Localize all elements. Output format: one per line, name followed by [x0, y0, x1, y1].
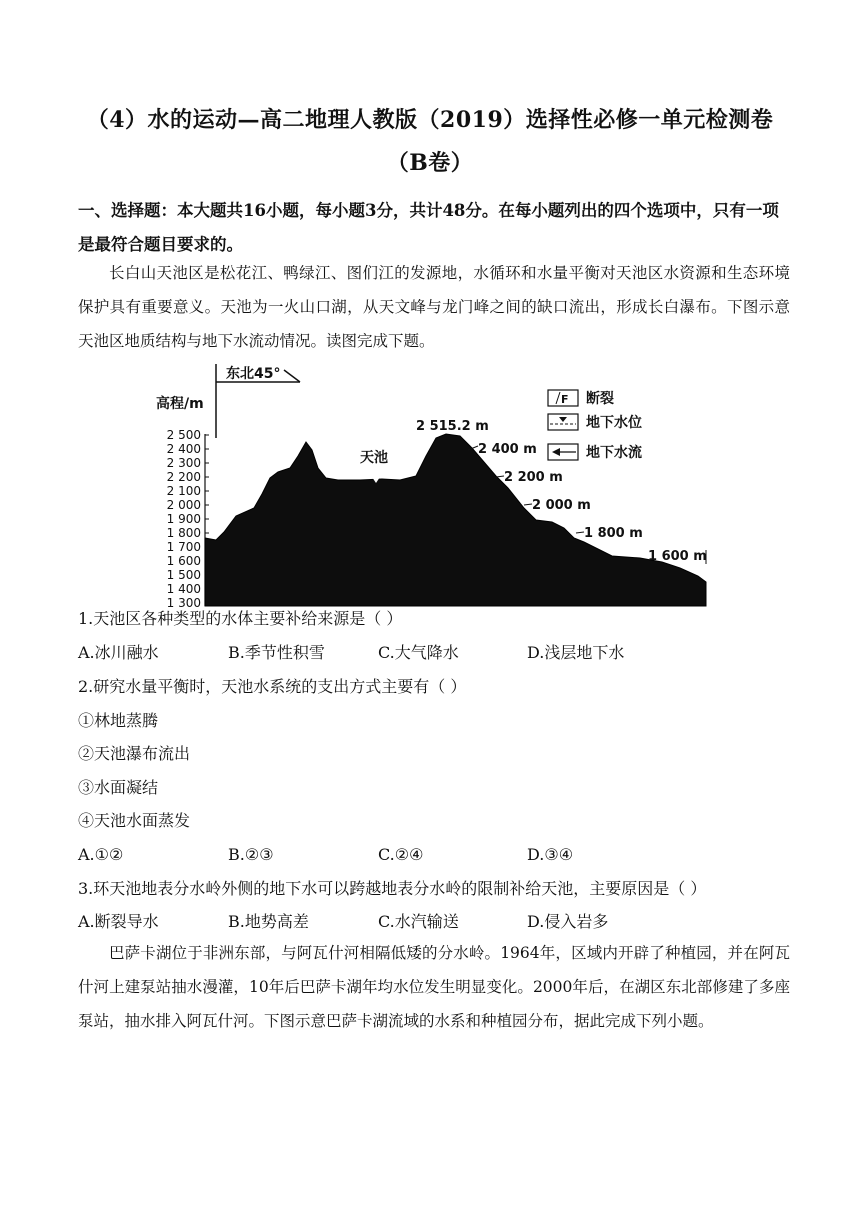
direction-label: 东北45°: [226, 366, 281, 382]
y-tick-label: 1 800: [166, 526, 201, 540]
passage-basaka-lake: 巴萨卡湖位于非洲东部，与阿瓦什河相隔低矮的分水岭。1964年，区域内开辟了种植园，并在阿瓦什河上建泵站抽水漫灌，10年后巴萨卡湖年均水位发生明显变化。2000年后，在湖区东北部修建了多座泵站，抽水排入阿瓦什河。下图示意巴萨卡湖流域的水系和种植园分布，据此完成下列小题。: [78, 944, 790, 1030]
elevation-label-1800: 1 800 m: [584, 526, 643, 541]
elevation-label-1600: 1 600 m: [648, 549, 707, 564]
page-title: （4）水的运动—高二地理人教版（2019）选择性必修一单元检测卷: [86, 107, 774, 133]
q2-item-4: ④天池水面蒸发: [78, 811, 191, 830]
y-tick-label: 2 000: [166, 498, 201, 512]
y-tick-label: 1 600: [166, 554, 201, 568]
page-subtitle: （B卷）: [386, 150, 474, 176]
q3-option-b: B.地势高差: [228, 912, 309, 931]
y-tick-label: 1 900: [166, 512, 201, 526]
q3-option-a: A.断裂导水: [78, 912, 159, 931]
q1-option-d: D.浅层地下水: [527, 643, 625, 662]
q2-option-c: C.②④: [378, 845, 424, 864]
section-heading: 一、选择题：本大题共16小题，每小题3分，共计48分。在每小题列出的四个选项中，只有一项是最符合题目要求的。: [78, 201, 779, 254]
y-tick-label: 2 100: [166, 484, 201, 498]
elevation-label-2000: 2 000 m: [532, 498, 591, 513]
y-tick-label: 1 700: [166, 540, 201, 554]
y-tick-label: 2 200: [166, 470, 201, 484]
elevation-label-2200: 2 200 m: [504, 470, 563, 485]
elevation-label-2400: 2 400 m: [478, 442, 537, 457]
elevation-label-peak: 2 515.2 m: [416, 419, 489, 434]
fault-symbol: F: [561, 393, 569, 406]
y-tick-label: 2 500: [166, 428, 201, 442]
question-2-stem: 2.研究水量平衡时，天池水系统的支出方式主要有（ ）: [78, 677, 467, 696]
q2-item-2: ②天池瀑布流出: [78, 744, 191, 763]
q2-item-1: ①林地蒸腾: [78, 711, 159, 730]
q2-option-b: B.②③: [228, 845, 274, 864]
y-tick-label: 2 400: [166, 442, 201, 456]
y-tick-label: 1 400: [166, 582, 201, 596]
legend-fault-label: 断裂: [586, 391, 614, 407]
q1-option-a: A.冰川融水: [78, 643, 159, 662]
q1-option-b: B.季节性积雪: [228, 643, 325, 662]
figure-legend: [548, 390, 642, 461]
y-tick-label: 1 300: [166, 596, 201, 610]
legend-water-table-label: 地下水位: [586, 415, 642, 431]
q2-option-a: A.①②: [78, 845, 124, 864]
legend-groundwater-flow-label: 地下水流: [586, 445, 642, 461]
y-tick-label: 1 500: [166, 568, 201, 582]
q1-option-c: C.大气降水: [378, 643, 459, 662]
q3-option-d: D.侵入岩多: [527, 912, 609, 931]
q2-option-d: D.③④: [527, 845, 574, 864]
y-axis-label: 高程/m: [156, 396, 204, 412]
y-tick-label: 2 300: [166, 456, 201, 470]
lake-label: 天池: [360, 450, 388, 466]
q3-option-c: C.水汽输送: [378, 912, 459, 931]
passage-tianchi: 长白山天池区是松花江、鸭绿江、图们江的发源地，水循环和水量平衡对天池区水资源和生态环境保护具有重要意义。天池为一火山口湖，从天文峰与龙门峰之间的缺口流出，形成长白瀑布。下图示意天池区地质结构与地下水流动情况。读图完成下题。: [78, 264, 790, 350]
y-axis-ticks: [167, 428, 209, 610]
question-3-stem: 3.环天池地表分水岭外侧的地下水可以跨越地表分水岭的限制补给天池，主要原因是（ ）: [78, 879, 707, 898]
q2-item-3: ③水面凝结: [78, 778, 159, 797]
question-1-stem: 1.天池区各种类型的水体主要补给来源是（ ）: [78, 609, 403, 628]
tianchi-cross-section-figure: [150, 358, 720, 610]
